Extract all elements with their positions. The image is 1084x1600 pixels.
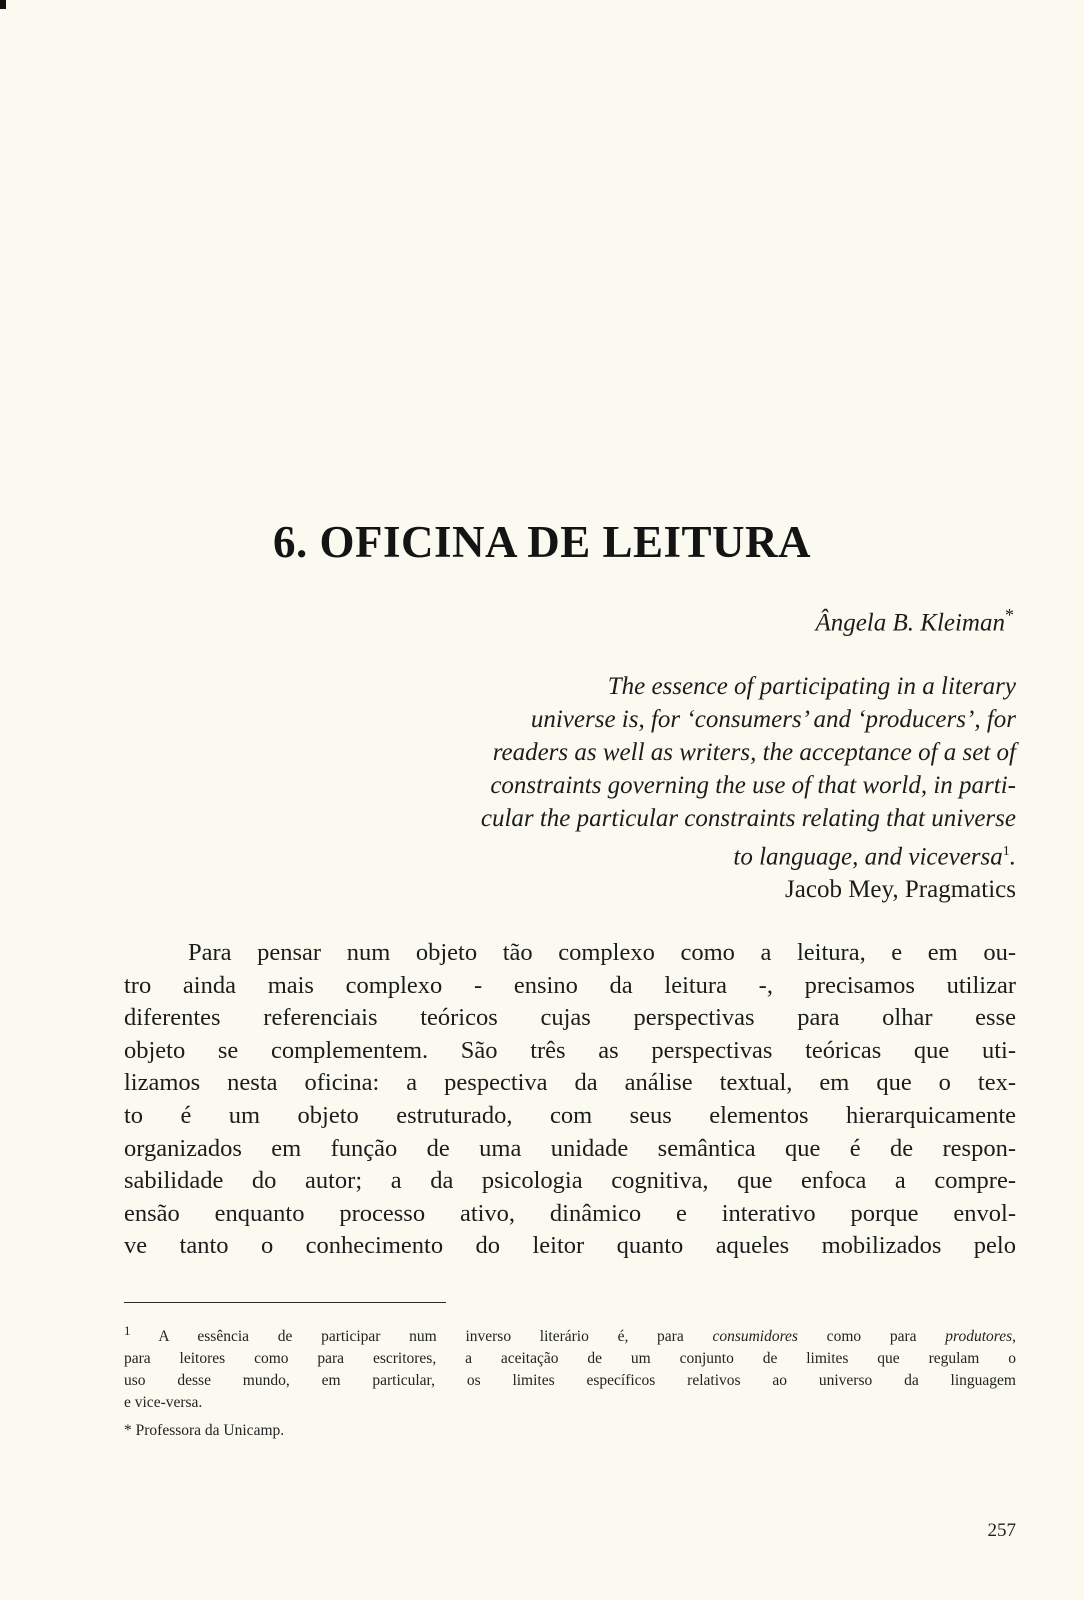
body-line: organizados em função de uma unidade semântica que é de respon- xyxy=(124,1134,1016,1162)
footnote-1-text: como para xyxy=(797,1328,946,1346)
body-line: ensão enquanto processo ativo, dinâmico e interativo porque envol- xyxy=(124,1199,1016,1227)
footnote-author-marker: * xyxy=(124,1422,132,1440)
body-line: Para pensar num objeto tão complexo como a leitura, e em ou- xyxy=(188,939,1016,966)
author-name: Ângela B. Kleiman xyxy=(815,609,1005,637)
body-line: diferentes referenciais teóricos cujas perspectivas para olhar esse xyxy=(124,1004,1016,1032)
epigraph xyxy=(481,670,1016,906)
footnote-1-text: , xyxy=(1012,1328,1016,1346)
footnote-1-line: uso desse mundo, em particular, os limites específicos relativos ao universo da linguagem xyxy=(124,1372,1016,1390)
footnote-1-emphasis: consumidores xyxy=(712,1328,798,1346)
footnote-author xyxy=(124,1420,1016,1442)
body-line: sabilidade do autor; a da psicologia cognitiva, que enfoca a compre- xyxy=(124,1167,1016,1195)
page-number: 257 xyxy=(987,1520,1016,1541)
epigraph-line: constraints governing the use of that world, in parti- xyxy=(490,772,1016,799)
epigraph-line: cular the particular constraints relating that universe xyxy=(480,805,1016,832)
footnote-1-line: e vice-versa. xyxy=(124,1394,203,1412)
body-line: objeto se complementem. São três as perspectivas teóricas que uti- xyxy=(124,1036,1016,1064)
footnotes xyxy=(124,1320,1016,1442)
footnote-1-line xyxy=(124,1320,1016,1348)
body-line: lizamos nesta oficina: a pespectiva da análise textual, em que o tex- xyxy=(124,1069,1016,1097)
footnote-1-marker: 1 xyxy=(124,1323,131,1338)
epigraph-line: universe is, for ‘consumers’ and ‘producers’, for xyxy=(530,706,1016,733)
author-footnote-marker: * xyxy=(1005,605,1014,625)
epigraph-last-line xyxy=(481,835,1016,873)
epigraph-end-punct: . xyxy=(1009,843,1016,871)
author-byline xyxy=(815,605,1014,637)
chapter-title: 6. OFICINA DE LEITURA xyxy=(272,517,812,567)
footnote-1-emphasis: produtores xyxy=(945,1328,1013,1346)
footnote-1-line: para leitores como para escritores, a aceitação de um conjunto de limites que regulam o xyxy=(124,1350,1016,1368)
epigraph-line: readers as well as writers, the acceptance of a set of xyxy=(492,739,1016,766)
epigraph-line: The essence of participating in a literary xyxy=(607,673,1016,700)
body-line: tro ainda mais complexo - ensino da leitura -, precisamos utilizar xyxy=(124,971,1016,999)
footnote-author-text: Professora da Unicamp. xyxy=(135,1422,285,1440)
body-line: to é um objeto estruturado, com seus elementos hierarquicamente xyxy=(124,1101,1016,1129)
footnote-1 xyxy=(124,1320,1016,1414)
footnote-divider xyxy=(124,1302,446,1303)
body-line: ve tanto o conhecimento do leitor quanto aqueles mobilizados pelo xyxy=(124,1232,1016,1260)
scan-artifact-mark xyxy=(0,0,6,9)
epigraph-line: to language, and viceversa xyxy=(733,843,1003,871)
epigraph-source: Jacob Mey, Pragmatics xyxy=(785,876,1016,904)
body-paragraph xyxy=(124,937,1016,1263)
footnote-reference-1[interactable]: 1 xyxy=(1002,844,1010,859)
footnote-1-text: A essência de participar num inverso literário é, para xyxy=(158,1328,713,1346)
